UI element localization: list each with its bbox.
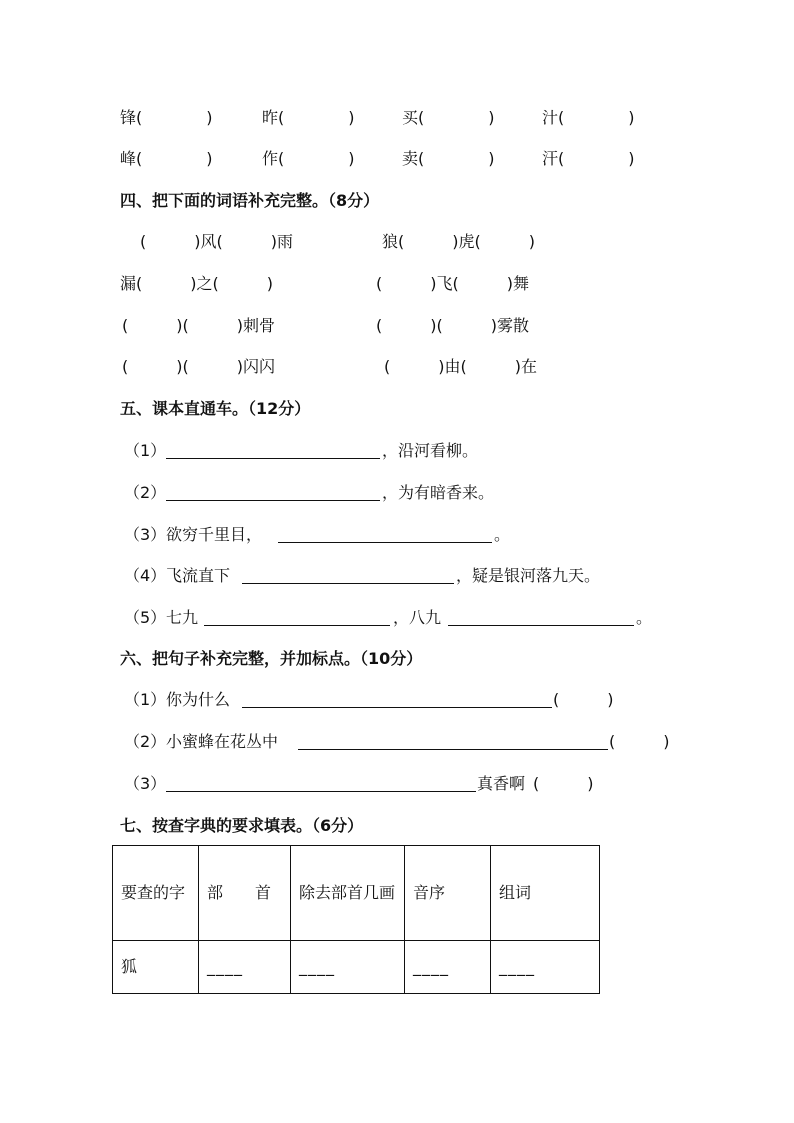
table-row <box>113 941 600 994</box>
char-fill-item[interactable]: 卖( ) <box>402 149 495 168</box>
fill-blank[interactable] <box>204 625 390 626</box>
fill-blank[interactable] <box>166 500 380 501</box>
idiom-fill-item[interactable]: ( )( )刺骨 <box>122 316 275 335</box>
line-text: ，沿河看柳。 <box>382 441 479 460</box>
section-6-heading: 六、把句子补充完整，并加标点。（10分） <box>120 649 423 668</box>
char-fill-item[interactable]: 作( ) <box>262 149 355 168</box>
fill-blank[interactable] <box>278 542 492 543</box>
punctuation-blank[interactable]: ( ) <box>609 732 670 751</box>
line-number: （1） <box>124 441 167 460</box>
line-text: 。 <box>494 525 511 544</box>
fill-blank[interactable] <box>448 625 634 626</box>
idiom-fill-item[interactable]: ( )由( )在 <box>384 357 537 376</box>
header-cell: 音序 <box>405 846 491 941</box>
fill-blank[interactable] <box>242 583 454 584</box>
punctuation-blank[interactable]: ( ) <box>553 690 614 709</box>
line-text: 七九 <box>166 608 199 627</box>
idiom-fill-item[interactable]: ( )( )闪闪 <box>122 357 275 376</box>
fill-blank[interactable] <box>242 707 552 708</box>
line-text: ，八九 <box>393 608 442 627</box>
line-text: 。 <box>636 608 653 627</box>
line-text: 真香啊 <box>477 774 526 793</box>
table-header-row <box>113 846 600 941</box>
char-fill-item[interactable]: 汗( ) <box>542 149 635 168</box>
fill-blank[interactable] <box>166 458 380 459</box>
char-fill-item[interactable]: 买( ) <box>402 108 495 127</box>
header-cell: 要查的字 <box>113 846 199 941</box>
idiom-fill-item[interactable]: ( )( )雾散 <box>376 316 529 335</box>
header-cell: 组词 <box>491 846 600 941</box>
idiom-fill-item[interactable]: ( )飞( )舞 <box>376 274 529 293</box>
idiom-fill-item[interactable]: 狼( )虎( ) <box>382 232 535 251</box>
fill-blank[interactable] <box>298 749 608 750</box>
fill-blank[interactable] <box>166 791 476 792</box>
char-fill-item[interactable]: 锋( ) <box>120 108 213 127</box>
char-fill-item[interactable]: 汁( ) <box>542 108 635 127</box>
punctuation-blank[interactable]: ( ) <box>533 774 594 793</box>
line-number: （2） <box>124 732 167 751</box>
line-number: （4） <box>124 566 167 585</box>
section-4-heading: 四、把下面的词语补充完整。（8分） <box>120 191 380 210</box>
line-number: （2） <box>124 483 167 502</box>
line-text: 你为什么 <box>166 690 231 709</box>
line-number: （3） <box>124 525 167 544</box>
idiom-fill-item[interactable]: ( )风( )雨 <box>140 232 293 251</box>
header-cell: 部 首 <box>199 846 291 941</box>
line-number: （3） <box>124 774 167 793</box>
line-number: （5） <box>124 608 167 627</box>
answer-cell[interactable]: ____ <box>199 941 291 994</box>
line-text: 小蜜蜂在花丛中 <box>166 732 279 751</box>
line-number: （1） <box>124 690 167 709</box>
line-text: 欲穷千里目， <box>166 525 263 544</box>
idiom-fill-item[interactable]: 漏( )之( ) <box>120 274 273 293</box>
answer-cell[interactable]: ____ <box>291 941 405 994</box>
section-7-heading: 七、按查字典的要求填表。（6分） <box>120 816 364 835</box>
char-fill-item[interactable]: 峰( ) <box>120 149 213 168</box>
line-text: ，疑是银河落九天。 <box>456 566 601 585</box>
line-text: ，为有暗香来。 <box>382 483 495 502</box>
dictionary-table <box>112 845 600 994</box>
char-cell: 狐 <box>113 941 199 994</box>
header-cell: 除去部首几画 <box>291 846 405 941</box>
answer-cell[interactable]: ____ <box>491 941 600 994</box>
char-fill-item[interactable]: 昨( ) <box>262 108 355 127</box>
line-text: 飞流直下 <box>166 566 231 585</box>
section-5-heading: 五、课本直通车。（12分） <box>120 399 311 418</box>
answer-cell[interactable]: ____ <box>405 941 491 994</box>
